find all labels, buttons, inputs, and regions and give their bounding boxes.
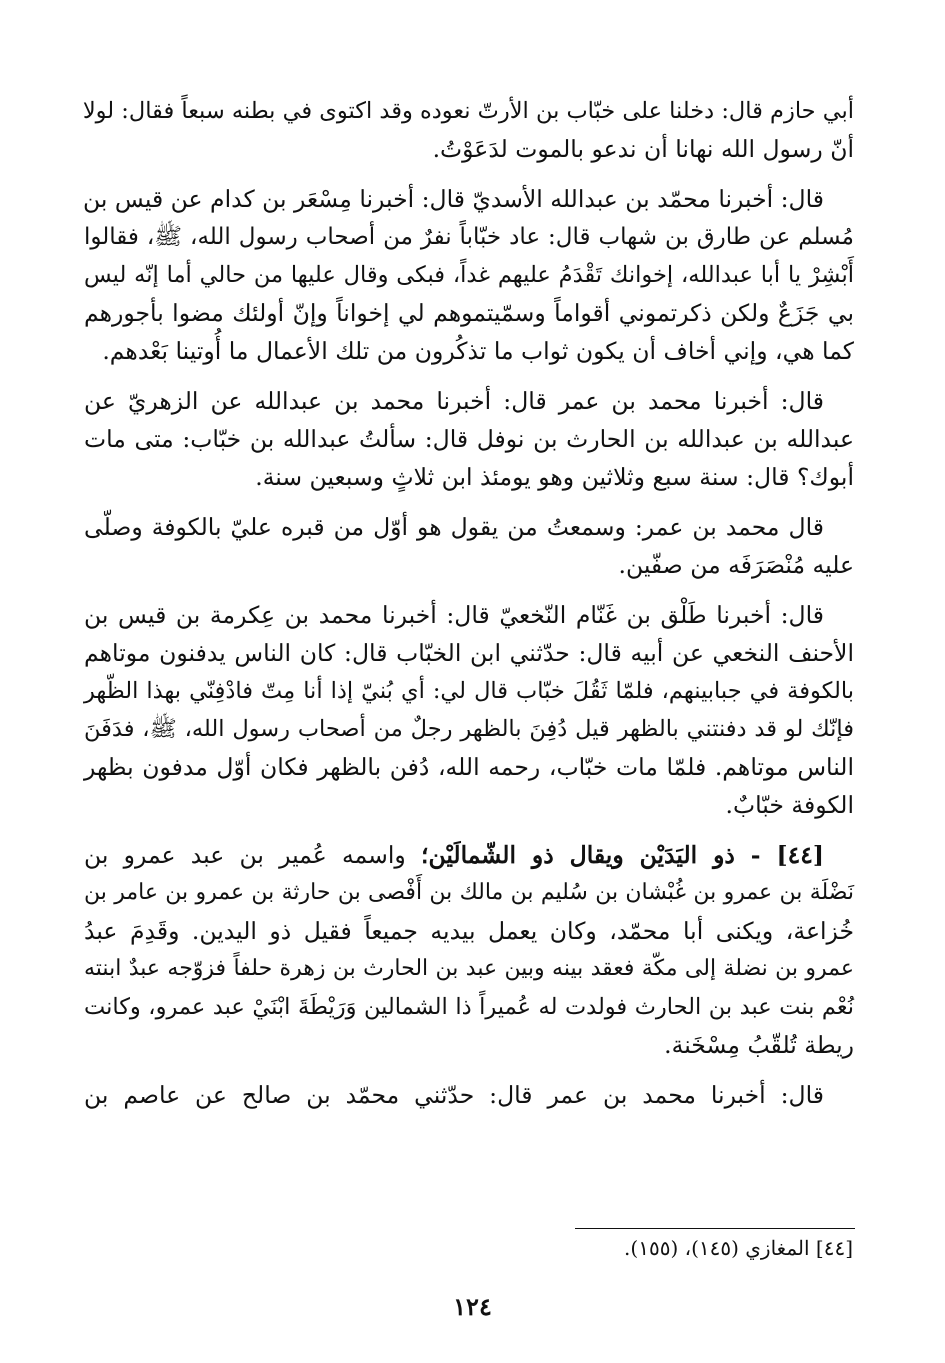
text-line: نُعْم بنت عبد بن الحارث فولدت له عُميراً ذا الشمالين وَرَيْطَةَ ابْنَيْ عبد عمرو، وكانت bbox=[84, 994, 854, 1020]
text-line: أبوك؟ قال: سنة سبع وثلاثين وهو يومئذ ابن ثلاثٍ وسبعين سنة. bbox=[255, 463, 854, 491]
text-line: الكوفة خبّابٌ. bbox=[725, 791, 854, 819]
text-line: عبدالله بن عبدالله بن الحارث بن نوفل قال: سألتُ عبدالله بن خبّاب: متى مات bbox=[84, 425, 854, 453]
text-line: نَضْلَة بن عمرو بن غُبْشان بن سُليم بن مالك بن أَفْصى بن حارثة بن عمرو بن عامر بن bbox=[84, 880, 854, 905]
page-body bbox=[84, 92, 854, 1126]
text-line: ريطة تُلقّبُ مِسْخَنة. bbox=[664, 1031, 854, 1059]
text-line: مُسلم عن طارق بن شهاب قال: عاد خبّاباً نفرٌ من أصحاب رسول الله، ﷺ، فقالوا bbox=[84, 224, 854, 250]
text-line: الأحنف النخعي عن أبيه قال: حدّثني ابن الخبّاب قال: كان الناس يدفنون موتاهم bbox=[84, 639, 854, 667]
paragraph-3 bbox=[84, 382, 854, 496]
paragraph-4 bbox=[84, 508, 854, 584]
text-line: فإنّك لو قد دفنتني بالظهر قيل دُفِنَ بالظهر رجلٌ من أصحاب رسول الله، ﷺ، فدَفَنَ bbox=[84, 716, 854, 742]
entry-first-line bbox=[84, 836, 854, 874]
text-line: قال: أخبرنا محمّد بن عبدالله الأسديّ قال: أخبرنا مِسْعَر بن كدام عن قيس بن bbox=[83, 185, 824, 213]
text-line: قال: أخبرنا محمد بن عمر قال: أخبرنا محمد بن عبدالله عن الزهريّ عن bbox=[84, 387, 824, 415]
text-line: أبي حازم قال: دخلنا على خبّاب بن الأرتّ نعوده وقد اكتوى في بطنه سبعاً فقال: لولا bbox=[82, 98, 854, 124]
paragraph-5 bbox=[84, 596, 854, 824]
text-line: عمرو بن نضلة إلى مكّة فعقد بينه وبين عبد بن الحارث بن زهرة حلفاً فزوّجه عبدٌ ابنته bbox=[84, 956, 854, 981]
text-line: أنّ رسول الله نهانا أن ندعو بالموت لدَعَوْتُ. bbox=[432, 135, 854, 163]
page-number: ١٢٤ bbox=[453, 1292, 492, 1321]
paragraph-2 bbox=[84, 180, 854, 370]
text-line: كما هي، وإني أخاف أن يكون ثواب ما تذكُرون من تلك الأعمال ما أُوتينا بَعْدهم. bbox=[102, 337, 854, 365]
text-line: الناس موتاهم. فلمّا مات خبّاب، رحمه الله، دُفن بالظهر فكان أوّل مدفون بظهر bbox=[84, 753, 854, 781]
paragraph-7 bbox=[84, 1076, 854, 1114]
paragraph-1 bbox=[84, 92, 854, 168]
entry-44 bbox=[84, 836, 854, 1064]
footnote: [٤٤] المغازي (١٤٥)، (١٥٥). bbox=[624, 1236, 853, 1260]
footnote-divider bbox=[575, 1228, 855, 1229]
text-line: قال: أخبرنا طَلْق بن غَنّام النّخعيّ قال: أخبرنا محمد بن عِكرمة بن قيس بن bbox=[84, 601, 824, 629]
text-line: قال: أخبرنا محمد بن عمر قال: حدّثني محمّد بن صالح عن عاصم بن bbox=[84, 1081, 824, 1109]
entry-heading: [٤٤] - ذو اليَدَيْن ويقال ذو الشّمالَيْن؛ bbox=[420, 841, 824, 869]
text-line: عليه مُنْصَرَفَه من صفّين. bbox=[618, 551, 854, 579]
text-line: خُزاعة، ويكنى أبا محمّد، وكان يعمل بيديه جميعاً فقيل ذو اليدين. وقَدِمَ عبدُ bbox=[84, 917, 854, 945]
text-line: بي جَزَعٌ ولكن ذكرتموني أقواماً وسمّيتموهم لي إخواناً وإنّ أولئك مضوا بأجورهم bbox=[84, 299, 854, 327]
text-line: أَبْشِرْ يا أبا عبدالله، إخوانك تَقْدَمُ عليهم غداً، فبكى وقال عليها من حالي أما إنّه ليس bbox=[84, 262, 854, 288]
entry-text: واسمه عُمير بن عبد عمرو بن bbox=[84, 841, 406, 869]
text-line: قال محمد بن عمر: وسمعتُ من يقول هو أوّل من قبره عليّ بالكوفة وصلّى bbox=[84, 513, 824, 541]
text-line: بالكوفة في جبابينهم، فلمّا ثَقُلَ خبّاب قال لي: أي بُنيّ إذا أنا مِتّ فادْفِنّي بهذا الظّهر bbox=[84, 678, 854, 704]
